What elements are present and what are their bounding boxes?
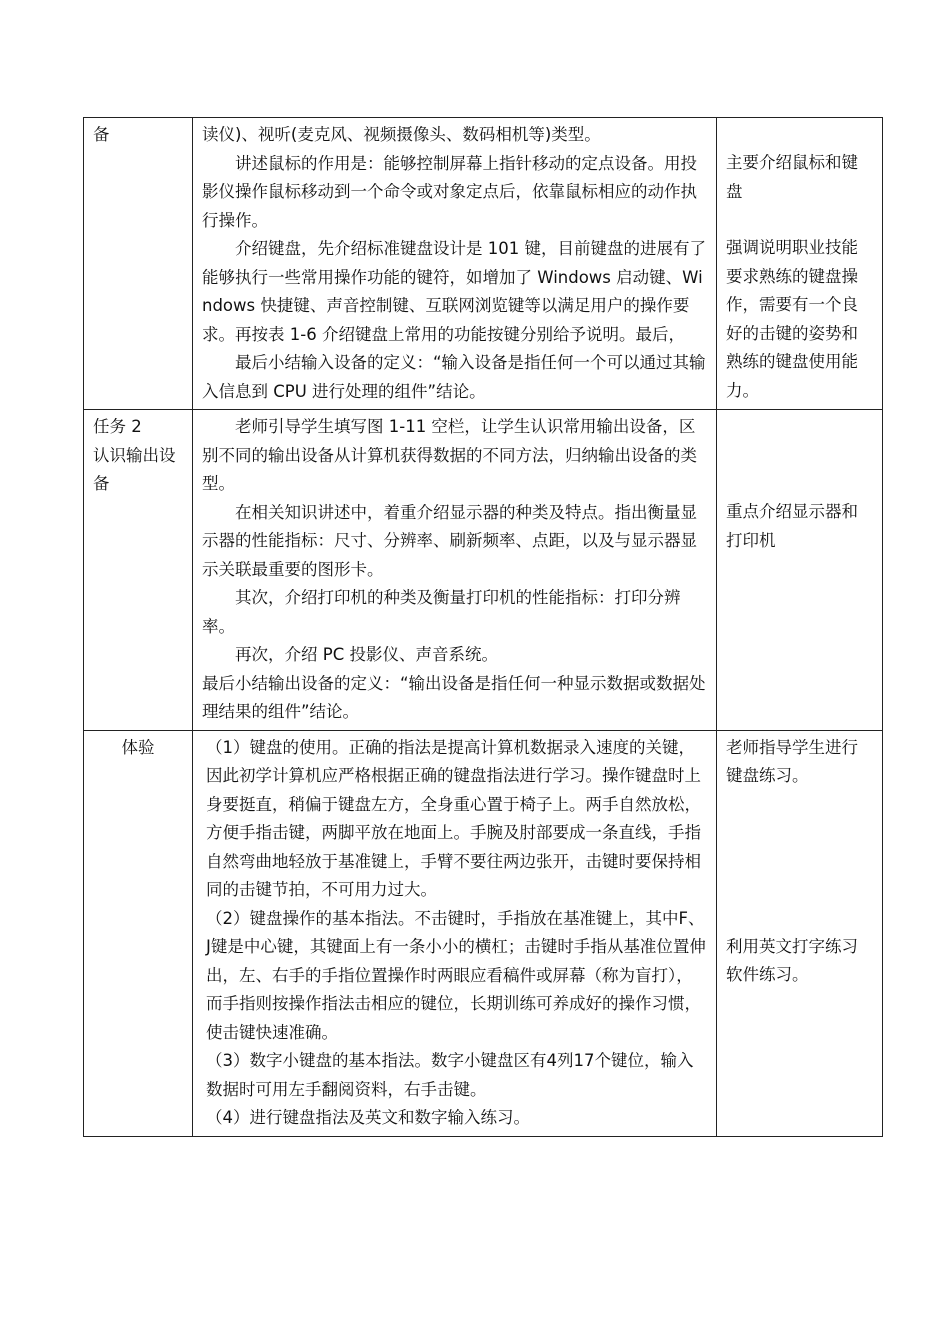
- content-paragraph: （4）进行键盘指法及英文和数字输入练习。: [206, 1108, 530, 1127]
- table-row-practice: [84, 730, 883, 1136]
- content-paragraph: （3）数字小键盘的基本指法。数字小键盘区有4列17个键位，输入数据时可用左手翻阅资料，右手击键。: [206, 1051, 694, 1099]
- notes-cell: [717, 730, 883, 1136]
- content-paragraph: 老师引导学生填写图 1-11 空栏，让学生认识常用输出设备，区别不同的输出设备从计算机获得数据的不同方法，归纳输出设备的类型。: [202, 417, 697, 493]
- note-text: 老师指导学生进行键盘练习。: [726, 737, 858, 785]
- table-row-output-devices: [84, 410, 883, 731]
- content-paragraph: 讲述鼠标的作用是：能够控制屏幕上指针移动的定点设备。用投影仪操作鼠标移动到一个命令或对象定点后，依靠鼠标相应的动作执行操作。: [202, 153, 697, 230]
- content-paragraph: 在相关知识讲述中，着重介绍显示器的种类及特点。指出衡量显示器的性能指标：尺寸、分辨率、刷新频率、点距，以及与显示器显示关联最重要的图形卡。: [202, 502, 697, 579]
- content-cell: [193, 730, 717, 1136]
- stage-cell: [84, 118, 193, 410]
- notes-cell: [717, 118, 883, 410]
- notes-cell: [717, 410, 883, 731]
- note-text: 重点介绍显示器和打印机: [726, 502, 858, 550]
- table-row-input-devices: [84, 118, 883, 410]
- content-paragraph: 介绍键盘，先介绍标准键盘设计是 101 键，目前键盘的进展有了能够执行一些常用操作功能的键符，如增加了 Windows 启动键、Windows 快捷键、声音控制键、互联网浏览键等以满足用户的操作要求。再按表 1-6 介绍键盘上常用的功能按键分别给予说明。最后，: [202, 239, 706, 344]
- task-number: 任务 2: [93, 417, 142, 436]
- content-paragraph: 再次，介绍 PC 投影仪、声音系统。: [235, 645, 498, 664]
- content-paragraph: 最后小结输出设备的定义：“输出设备是指任何一种显示数据或数据处理结果的组件”结论。: [202, 673, 706, 721]
- content-cell: [193, 410, 717, 731]
- stage-cell: [84, 410, 193, 731]
- note-text: 强调说明职业技能要求熟练的键盘操作，需要有一个良好的击键的姿势和熟练的键盘使用能力。: [726, 238, 858, 400]
- content-paragraph: （1）键盘的使用。正确的指法是提高计算机数据录入速度的关键，因此初学计算机应严格根据正确的键盘指法进行学习。操作键盘时上身要挺直，稍偏于键盘左方，全身重心置于椅子上。两手自然放松，方便手指击键，两脚平放在地面上。手腕及肘部要成一条直线，手指自然弯曲地轻放于基准键上，手臂不要往两边张开，击键时要保持相同的击键节拍，不可用力过大。: [206, 737, 701, 899]
- content-paragraph: 最后小结输入设备的定义：“输入设备是指任何一个可以通过其输入信息到 CPU 进行处理的组件”结论。: [202, 353, 706, 401]
- task-title: 认识输出设备: [93, 445, 176, 493]
- content-paragraph: 读仪)、视听(麦克风、视频摄像头、数码相机等)类型。: [202, 125, 601, 144]
- stage-label: 体验: [121, 737, 155, 757]
- stage-cell: [84, 730, 193, 1136]
- note-text: 利用英文打字练习软件练习。: [726, 936, 858, 984]
- stage-label: 备: [93, 125, 110, 144]
- note-text: 主要介绍鼠标和键盘: [726, 153, 858, 201]
- content-cell: [193, 118, 717, 410]
- content-paragraph: （2）键盘操作的基本指法。不击键时，手指放在基准键上，其中F、J键是中心键，其键面上有一条小小的横杠；击键时手指从基准位置伸出，左、右手的手指位置操作时两眼应看稿件或屏幕（称为盲打），而手指则按操作指法击相应的键位，长期训练可养成好的操作习惯，使击键快速准确。: [206, 908, 706, 1042]
- content-paragraph: 其次，介绍打印机的种类及衡量打印机的性能指标：打印分辨率。: [202, 588, 681, 636]
- lesson-plan-table: [83, 117, 883, 1137]
